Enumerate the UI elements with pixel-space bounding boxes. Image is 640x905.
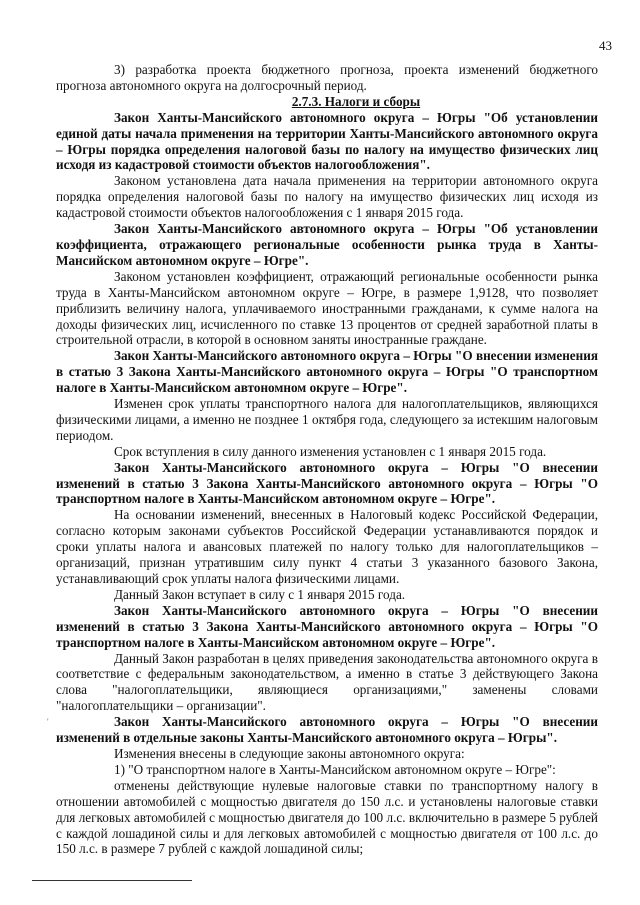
paragraph: отменены действующие нулевые налоговые ставки по транспортному налогу в отношении автомобилей с мощностью двигателя до 150 л.с. и установлены налоговые ставки для легковых автомобилей с мощностью двигателя до 100 л.с. включительно в размере 5 рублей с каждой лошадиной силы и для легковых автомобилей с мощностью двигателя от 100 л.с. до 150 л.с. в размере 7 рублей с каждой лошадиной силы; bbox=[56, 777, 598, 857]
paragraph: 3) разработка проекта бюджетного прогноза, проекта изменений бюджетного прогноза автономного округа на долгосрочный период. bbox=[56, 62, 598, 93]
law-title: Закон Ханты-Мансийского автономного округа – Югры "О внесении изменений в отдельные законы Ханты-Мансийского автономного округа – Югры". bbox=[56, 714, 598, 746]
paragraph: Законом установлена дата начала применения на территории автономного округа порядка определения налоговой базы по налогу на имущество физических лиц исходя из кадастровой стоимости объектов налогообложения с 1 января 2015 года. bbox=[56, 173, 598, 221]
paragraph: Законом установлен коэффициент, отражающий региональные особенности рынка труда в Ханты-Мансийском автономном округе – Югре, в размере 1,9128, что позволяет приблизить величину налога, уплачиваемого иностранными гражданами, к сумме налога на доходы физических лиц, исчисленного по ставке 13 процентов от средней заработной платы в строительной отрасли, в которой в основном заняты иностранные граждане. bbox=[56, 268, 598, 348]
paragraph: Изменен срок уплаты транспортного налога для налогоплательщиков, являющихся физическими лицами, а именно не позднее 1 октября года, следующего за истекшим налоговым периодом. bbox=[56, 396, 598, 443]
footnote-rule bbox=[32, 880, 192, 881]
law-title: Закон Ханты-Мансийского автономного округа – Югры "О внесении изменений в статью 3 Закона Ханты-Мансийского автономного округа – Югры "О транспортном налоге в Ханты-Мансийском автономном округе – Югре". bbox=[56, 602, 598, 650]
law-title: Закон Ханты-Мансийского автономного округа – Югры "О внесении изменения в статью 3 Закона Ханты-Мансийского автономного округа – Югры "О транспортном налоге в Ханты-Мансийском автономном округе – Югре". bbox=[56, 348, 598, 396]
page-number: 43 bbox=[599, 38, 612, 53]
law-title: Закон Ханты-Мансийского автономного округа – Югры "Об установлении коэффициента, отражающего региональные особенности рынка труда в Ханты-Мансийском автономном округе – Югре". bbox=[56, 221, 598, 268]
paragraph: Изменения внесены в следующие законы автономного округа: bbox=[114, 745, 465, 761]
list-item: 1) "О транспортном налоге в Ханты-Мансийском автономном округе – Югре": bbox=[114, 761, 556, 777]
section-title: 2.7.3. Налоги и сборы bbox=[291, 93, 421, 109]
paragraph: Данный Закон вступает в силу с 1 января 2015 года. bbox=[114, 586, 406, 602]
paragraph: Срок вступления в силу данного изменения установлен с 1 января 2015 года. bbox=[114, 443, 547, 459]
law-title: Закон Ханты-Мансийского автономного округа – Югры "Об установлении единой даты начала применения на территории Ханты-Мансийского автономного округа – Югры порядка определения налоговой базы по налогу на имущество физических лиц исходя из кадастровой стоимости объектов налогообложения". bbox=[56, 109, 598, 173]
margin-mark: ' bbox=[47, 717, 49, 727]
document-body bbox=[56, 62, 598, 857]
law-title: Закон Ханты-Мансийского автономного округа – Югры "О внесении изменений в статью 3 Закона Ханты-Мансийского автономного округа – Югры "О транспортном налоге в Ханты-Мансийском автономном округе – Югре". bbox=[56, 459, 598, 507]
paragraph: На основании изменений, внесенных в Налоговый кодекс Российской Федерации, согласно которым законами субъектов Российской Федерации устанавливаются порядок и сроки уплаты налога и авансовых платежей по налогу только для налогоплательщиков – организаций, признан утратившим силу пункт 4 статьи 3 указанного базового Закона, устанавливающий срок уплаты налога физическими лицами. bbox=[56, 507, 598, 586]
paragraph: Данный Закон разработан в целях приведения законодательства автономного округа в соответствие с федеральным законодательством, а именно в статье 3 действующего Закона слова "налогоплательщики, являющиеся организациями," заменены словами "налогоплательщики – организации". bbox=[56, 650, 598, 714]
